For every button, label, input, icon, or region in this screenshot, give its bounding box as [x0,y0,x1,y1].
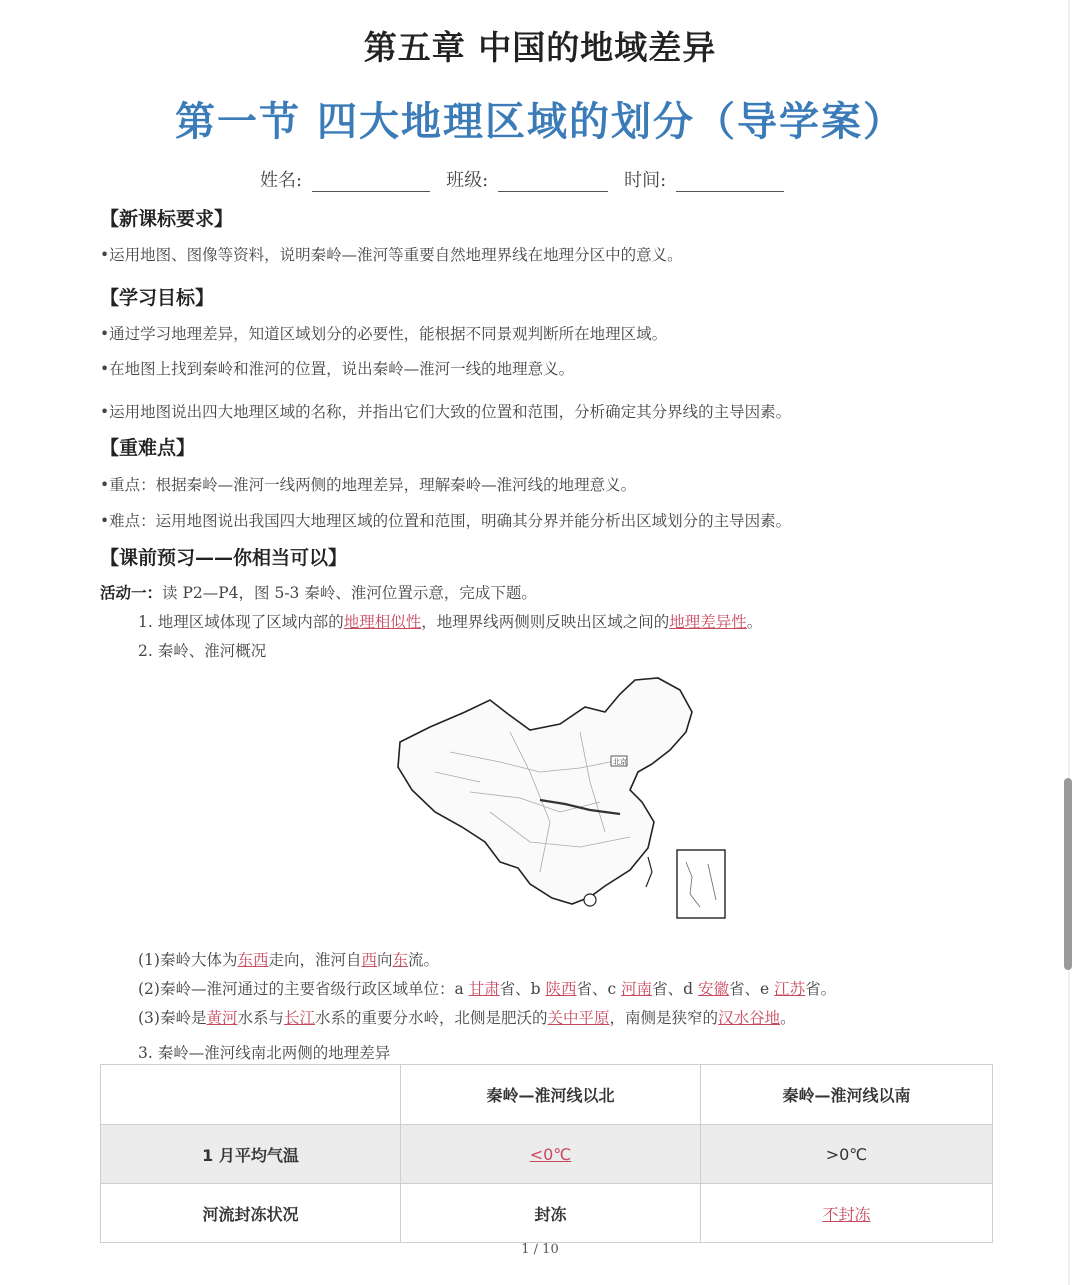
s1-text: 流。 [408,951,440,969]
table-row [101,1125,993,1184]
keypoint-item: •难点：运用地图说出我国四大地理区域的位置和范围，明确其分界并能分析出区域划分的主导因素。 [100,512,792,530]
north-answer: <0℃ [529,1144,572,1164]
row-label: 河流封冻状况 [101,1184,401,1243]
difference-table [100,1064,993,1243]
s2-answer: 江苏 [774,980,806,998]
question-1 [138,610,762,632]
s2-text: 省、b [499,980,546,998]
page-number: 1 / 10 [521,1242,559,1257]
keypoints-heading: 【重难点】 [100,437,196,459]
s2-answer: 甘肃 [468,980,500,998]
goal-item: •运用地图说出四大地理区域的名称，并指出它们大致的位置和范围，分析确定其分界线的主导因素。 [100,403,792,421]
s3-answer: 长江 [284,1009,316,1027]
s1-text: (1)秦岭大体为 [138,951,238,969]
s1-text: 向 [377,951,393,969]
south-china-sea-inset [677,850,725,918]
q1-text: 1. 地理区域体现了区域内部的 [138,613,344,631]
curriculum-heading: 【新课标要求】 [100,208,234,230]
sub-question-3 [138,1006,796,1028]
s2-text: 省、d [652,980,699,998]
north-cell: 封冻 [401,1184,701,1243]
time-label: 时间: [624,170,667,191]
table-row [101,1184,993,1243]
question-2: 2. 秦岭、淮河概况 [138,642,267,660]
beijing-label: 北京 [613,758,627,766]
s2-text: 省、e [729,980,775,998]
china-map-figure [390,672,730,922]
s1-answer: 西 [361,951,378,969]
preview-heading: 【课前预习——你相当可以】 [100,547,348,569]
time-blank [676,171,784,192]
s3-text: ，南侧是狭窄的 [609,1009,719,1027]
name-blank [312,171,430,192]
table-header-cell: 秦岭—淮河线以南 [701,1065,993,1125]
q1-answer-2: 地理差异性 [669,613,747,631]
taiwan-island [646,857,652,887]
table-header-cell [101,1065,401,1125]
s2-text: 省。 [805,980,837,998]
china-outline [398,678,692,904]
s3-text: 水系的重要分水岭，北侧是肥沃的 [315,1009,548,1027]
section-title: 第一节 四大地理区域的划分（导学案） [175,98,905,145]
s2-answer: 河南 [621,980,653,998]
goal-item: •通过学习地理差异，知道区域划分的必要性，能根据不同景观判断所在地理区域。 [100,325,668,343]
north-cell [401,1125,701,1184]
sub-question-2 [138,977,836,999]
activity-text: 读 P2—P4，图 5-3 秦岭、淮河位置示意，完成下题。 [162,584,537,602]
keypoint-item: •重点：根据秦岭—淮河一线两侧的地理差异，理解秦岭—淮河线的地理意义。 [100,476,637,494]
sub-question-1 [138,948,439,970]
s1-answer: 东 [392,951,409,969]
s3-answer: 汉水谷地 [718,1009,781,1027]
goals-heading: 【学习目标】 [100,287,215,309]
page-edge [1068,0,1070,1285]
student-info-row [260,166,800,192]
activity-label: 活动一： [100,583,163,602]
s3-text: (3)秦岭是 [138,1009,207,1027]
q1-text: 。 [746,613,763,631]
table-header-cell: 秦岭—淮河线以北 [401,1065,701,1125]
goal-item: •在地图上找到秦岭和淮河的位置，说出秦岭—淮河一线的地理意义。 [100,360,575,378]
s2-answer: 安徽 [698,980,730,998]
hainan-island [584,894,596,906]
south-cell [701,1184,993,1243]
s3-text: 水系与 [237,1009,284,1027]
s3-answer: 黄河 [206,1009,238,1027]
chapter-title: 第五章 中国的地域差异 [363,28,717,67]
south-answer: 不封冻 [822,1204,871,1224]
q1-answer-1: 地理相似性 [343,613,422,631]
s3-text: 。 [780,1009,796,1027]
s3-answer: 关中平原 [547,1009,610,1027]
activity-line [100,581,537,603]
scrollbar-thumb[interactable] [1064,778,1072,970]
class-label: 班级: [446,170,489,191]
s2-text: 省、c [576,980,622,998]
s1-answer: 东西 [237,951,269,969]
curriculum-item: •运用地图、图像等资料，说明秦岭—淮河等重要自然地理界线在地理分区中的意义。 [100,246,683,264]
row-label: 1 月平均气温 [101,1125,401,1184]
class-blank [498,171,608,192]
name-label: 姓名: [260,170,303,191]
s1-text: 走向，淮河自 [268,951,362,969]
table-header-row [101,1065,993,1125]
q1-text: ，地理界线两侧则反映出区域之间的 [421,613,670,631]
south-cell: >0℃ [701,1125,993,1184]
s2-text: (2)秦岭—淮河通过的主要省级行政区域单位：a [138,980,469,998]
s2-answer: 陕西 [545,980,577,998]
question-3: 3. 秦岭—淮河线南北两侧的地理差异 [138,1044,391,1062]
